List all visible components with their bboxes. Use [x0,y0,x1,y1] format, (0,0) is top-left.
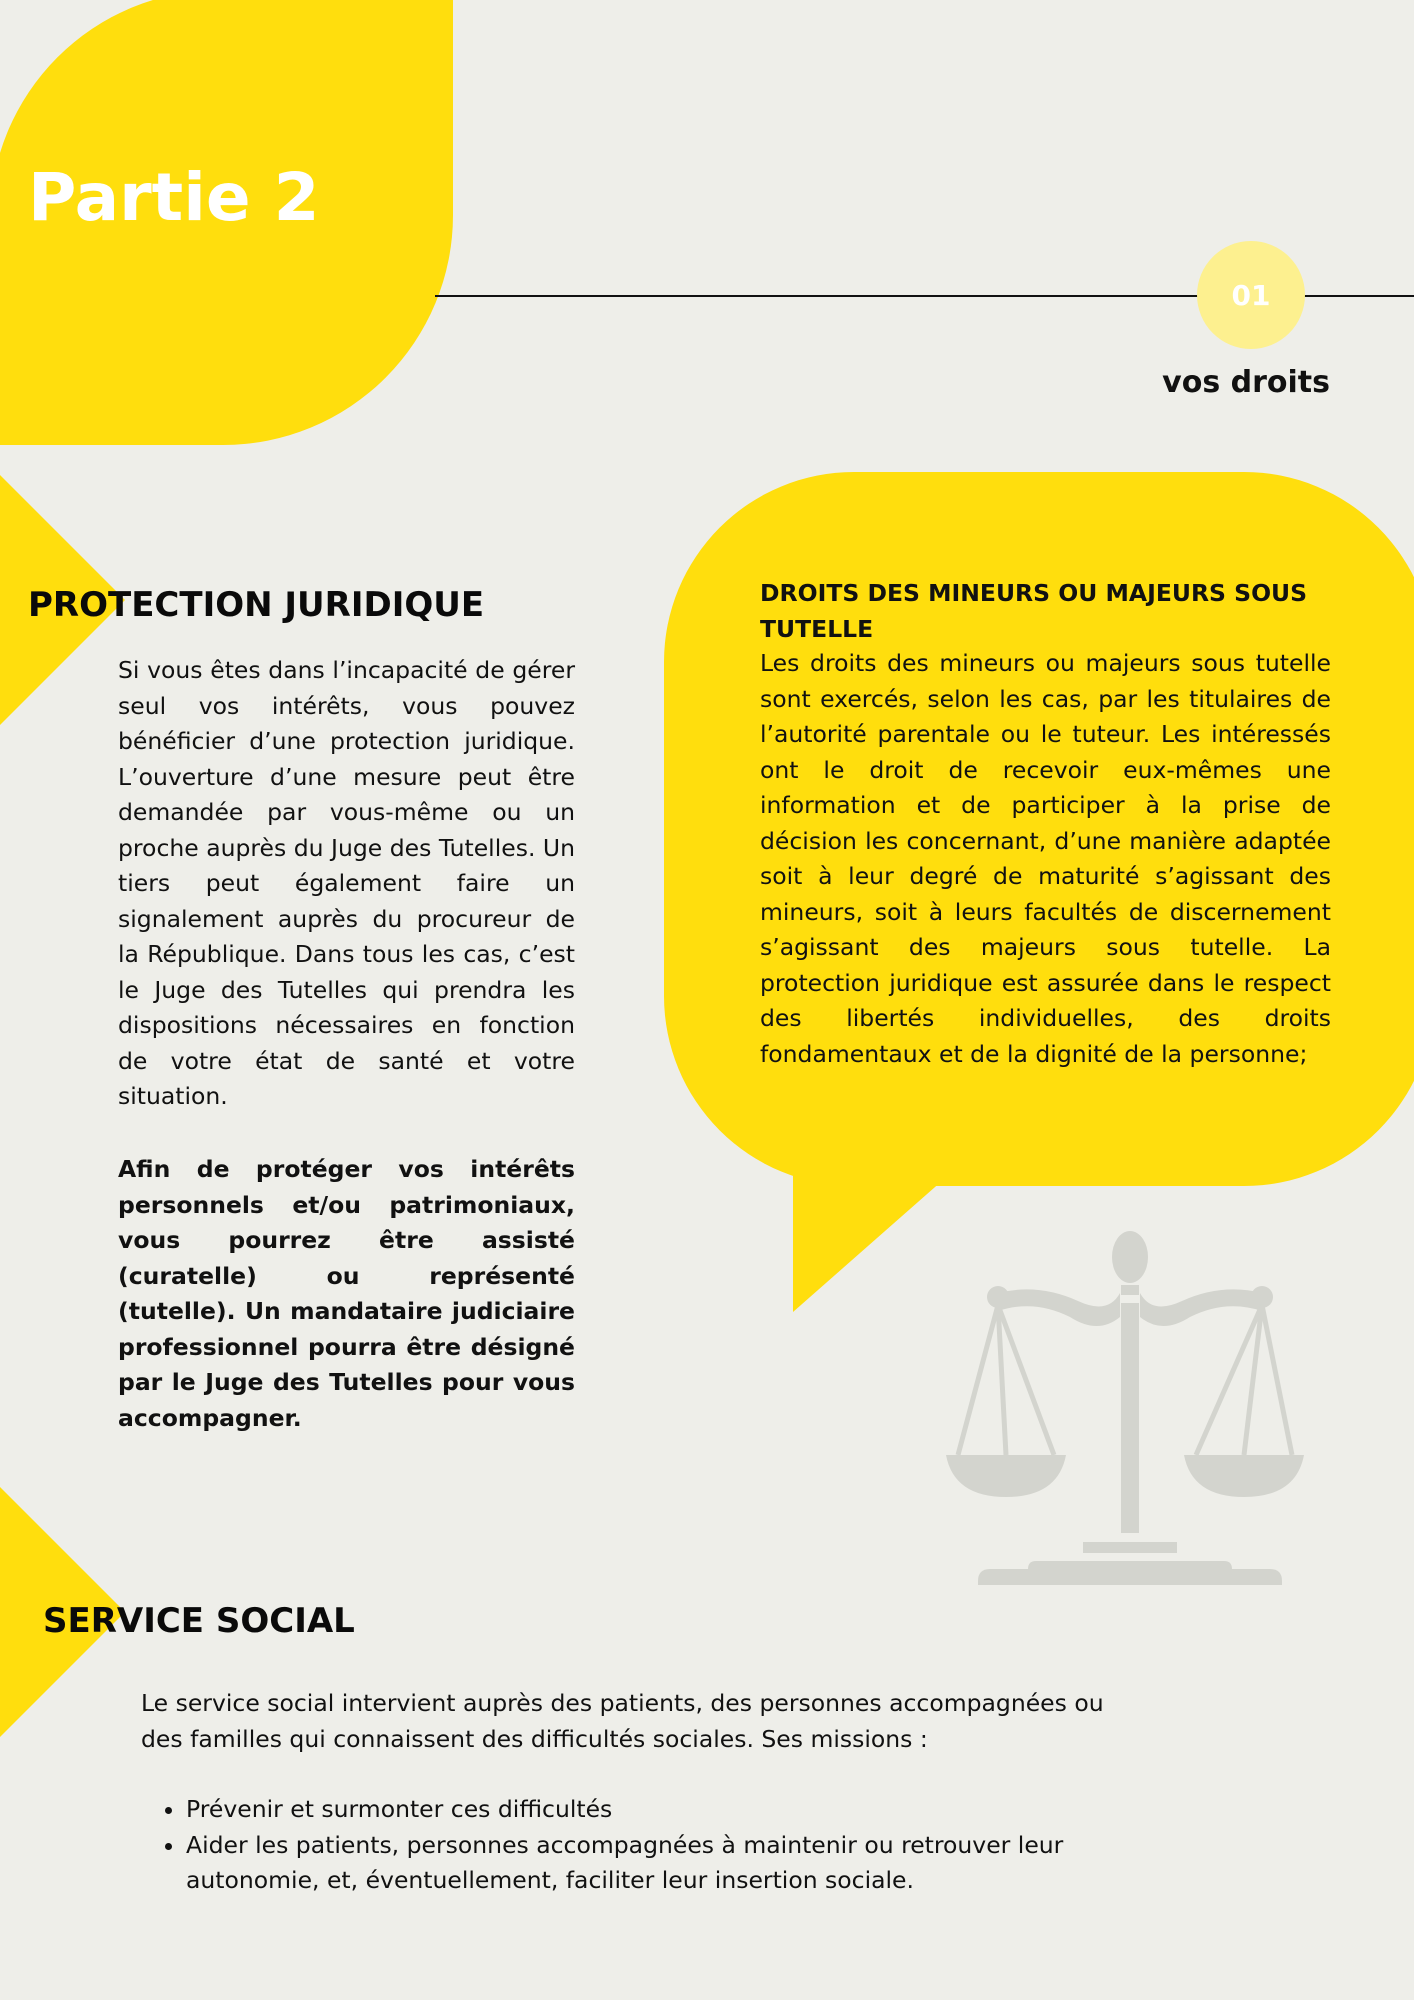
list-item: • Aider les patients, personnes accompagnées à maintenir ou retrouver leur autonomie, et, éventuellement, faciliter leur insertion sociale. [186,1828,1166,1899]
service-intro-paragraph: Le service social intervient auprès des patients, des personnes accompagnées ou des familles qui connaissent des difficultés sociales. Ses missions : [141,1689,1104,1753]
rights-paragraph: Les droits des mineurs ou majeurs sous tutelle sont exercés, selon les cas, par les titulaires de l’autorité parentale ou le tuteur. Les intéressés ont le droit de recevoir eux-mêmes une information et de participer à la prise de décision les concernant, d’une manière adaptée soit à leur degré de maturité s’agissant des mineurs, soit à leurs facultés de discernement s’agissant des majeurs sous tutelle. La protection juridique est assurée dans le respect des libertés individuelles, des droits fondamentaux et de la dignité de la personne; [760,649,1331,1068]
section-number-badge: 01 [1197,241,1305,349]
protection-paragraph: Si vous êtes dans l’incapacité de gérer seul vos intérêts, vous pouvez bénéficier d’une protection juridique. L’ouverture d’une mesure peut être demandée par vous-même ou un proche auprès du Juge des Tutelles. Un tiers peut également faire un signalement auprès du procureur de la République. Dans tous les cas, c’est le Juge des Tutelles qui prendra les dispositions nécessaires en fonction de votre état de santé et votre situation. [118,656,575,1110]
heading-protection-juridique: PROTECTION JURIDIQUE [28,585,485,625]
rights-title: DROITS DES MINEURS OU MAJEURS SOUS TUTELLE [760,579,1308,643]
section-label: vos droits [1162,365,1330,400]
heading-service-social: SERVICE SOCIAL [43,1601,355,1641]
scales-of-justice-icon [940,1225,1320,1600]
list-item: • Prévenir et surmonter ces difficultés [186,1792,1166,1828]
page-title: Partie 2 [28,159,320,236]
protection-bold-paragraph: Afin de protéger vos intérêts personnels et/ou patrimoniaux, vous pourrez être assisté (curatelle) ou représenté (tutelle). Un mandataire judiciaire professionnel pourra être désigné par le Juge des Tutelles pour vous accompagner. [118,1155,575,1432]
speech-bubble-tail [793,1180,943,1312]
service-missions-list [141,1792,1166,1899]
